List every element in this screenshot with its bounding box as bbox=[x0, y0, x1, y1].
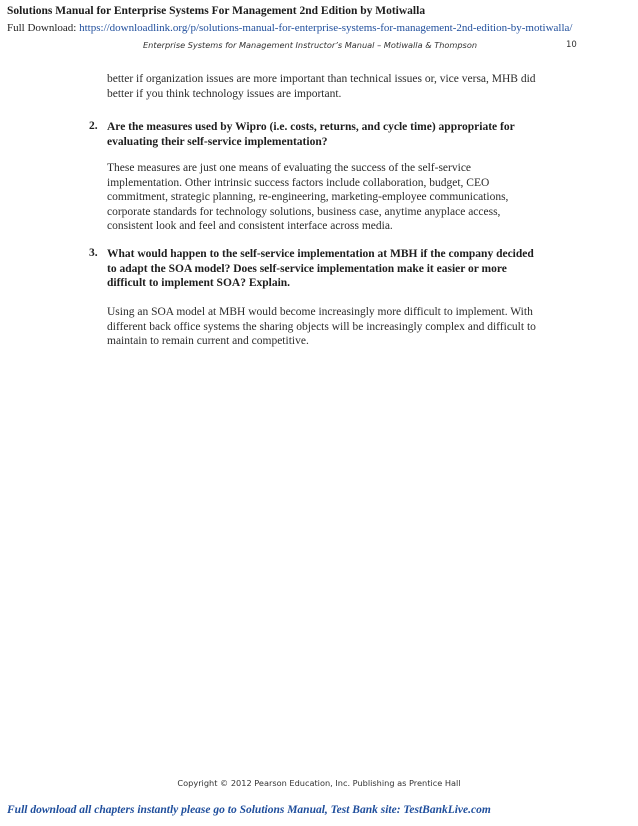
question-3 bbox=[107, 247, 534, 291]
text-line: implementation. Other intrinsic success factors include collaboration, budget, CEO bbox=[107, 176, 490, 189]
question-line: difficult to implement SOA? Explain. bbox=[107, 277, 291, 290]
continuation-paragraph bbox=[107, 72, 536, 101]
question-line: evaluating their self-service implementation? bbox=[107, 135, 328, 148]
download-link[interactable]: https://downloadlink.org/p/solutions-manual-for-enterprise-systems-for-management-2nd-edition-by-motiwalla/ bbox=[79, 22, 573, 34]
page-number: 10 bbox=[566, 40, 577, 50]
download-link-line bbox=[7, 22, 635, 34]
text-line: Using an SOA model at MBH would become increasingly more difficult to implement. With bbox=[107, 306, 533, 318]
answer-2 bbox=[107, 161, 508, 234]
question-line: Are the measures used by Wipro (i.e. costs, returns, and cycle time) appropriate for bbox=[107, 121, 515, 133]
text-line: different back office systems the sharing objects will be increasingly complex and difficult to bbox=[107, 320, 536, 333]
banner-title: Solutions Manual for Enterprise Systems For Management 2nd Edition by Motiwalla bbox=[7, 5, 426, 17]
text-line: consistent look and feel and consistent interface across media. bbox=[107, 220, 393, 233]
download-link-prefix: Full Download: bbox=[7, 22, 80, 34]
question-line: to adapt the SOA model? Does self-service implementation make it easier or more bbox=[107, 262, 507, 275]
text-line: better if organization issues are more important than technical issues or, vice versa, MHB did bbox=[107, 73, 536, 85]
text-line: maintain to remain current and competitive. bbox=[107, 335, 309, 348]
question-number: 2. bbox=[89, 120, 98, 132]
text-line: better if you think technology issues are important. bbox=[107, 87, 342, 100]
text-line: These measures are just one means of evaluating the success of the self-service bbox=[107, 162, 472, 174]
text-line: corporate standards for technology solutions, business case, anytime anyplace access, bbox=[107, 205, 501, 218]
question-2 bbox=[107, 120, 515, 149]
running-head: Enterprise Systems for Management Instructor’s Manual – Motiwalla & Thompson bbox=[143, 40, 478, 50]
bottom-banner: Full download all chapters instantly please go to Solutions Manual, Test Bank site: TestBankLive.com bbox=[7, 804, 491, 816]
answer-3 bbox=[107, 305, 536, 349]
question-number: 3. bbox=[89, 247, 98, 259]
text-line: commitment, strategic planning, re-engineering, marketing-employee communications, bbox=[107, 191, 509, 204]
copyright-footer: Copyright © 2012 Pearson Education, Inc. Publishing as Prentice Hall bbox=[177, 778, 461, 788]
question-line: What would happen to the self-service implementation at MBH if the company decided bbox=[107, 248, 534, 260]
